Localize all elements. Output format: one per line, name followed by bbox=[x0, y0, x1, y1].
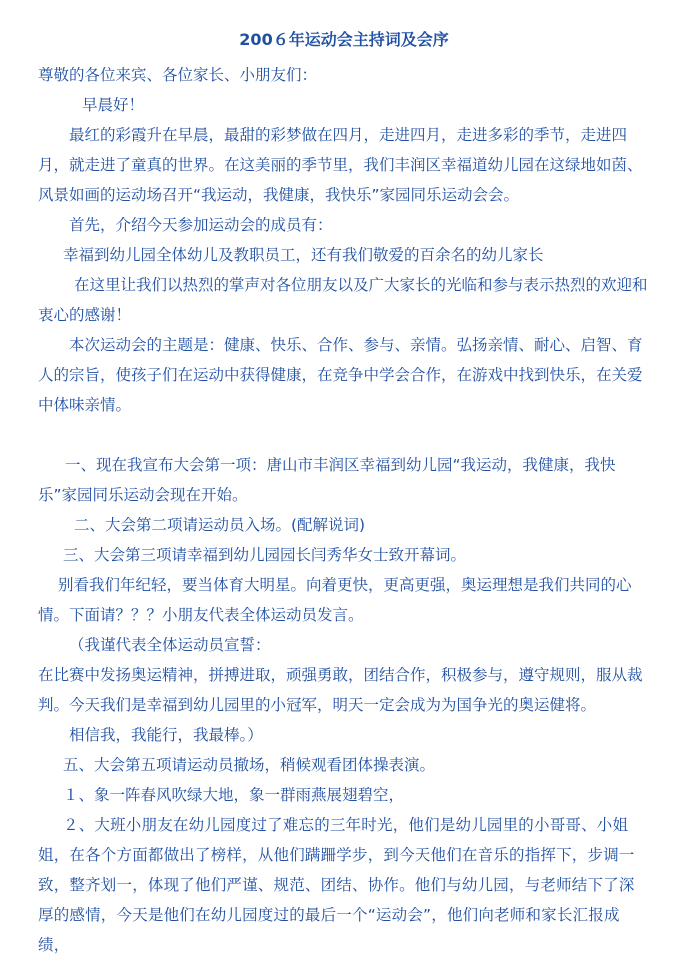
oath-intro: （我谨代表全体运动员宣誓： bbox=[69, 636, 271, 654]
performance-item-one: １、象一阵春风吹绿大地，象一群雨燕展翅碧空， bbox=[63, 786, 405, 804]
oath-paragraph: 在比赛中发扬奥运精神，拼搏进取，顽强勇敢，团结合作，积极参与，遵守规则，服从裁判。今天我们是幸福到幼儿园里的小冠军，明天一定会成为为国争光的奥运健将。 bbox=[38, 666, 643, 714]
oath-ending: 相信我，我能行，我最棒。） bbox=[69, 726, 263, 744]
welcome-paragraph: 在这里让我们以热烈的掌声对各位朋友以及广大家长的光临和参与表示热烈的欢迎和衷心的感谢！ bbox=[38, 276, 648, 324]
agenda-item-three: 三、大会第三项请幸福到幼儿园园长闫秀华女士致开幕词。 bbox=[63, 546, 467, 564]
greeting-line: 尊敬的各位来宾、各位家长、小朋友们： bbox=[38, 66, 318, 84]
morning-greeting: 早晨好！ bbox=[82, 96, 145, 114]
document-title: 200６年运动会主持词及会序 bbox=[239, 30, 449, 49]
blank-line bbox=[38, 420, 650, 450]
agenda-item-two: 二、大会第二项请运动员入场。(配解说词) bbox=[74, 516, 366, 534]
agenda-item-five: 五、大会第五项请运动员撤场，稍候观看团体操表演。 bbox=[63, 756, 436, 774]
agenda-item-one: 一、现在我宣布大会第一项：唐山市丰润区幸福到幼儿园“我运动，我健康，我快乐”家园同乐运动会现在开始。 bbox=[38, 456, 616, 504]
members-intro: 首先，介绍今天参加运动会的成员有： bbox=[69, 216, 333, 234]
members-list: 幸福到幼儿园全体幼儿及教职员工，还有我们敬爱的百余名的幼儿家长 bbox=[63, 246, 544, 264]
theme-paragraph: 本次运动会的主题是：健康、快乐、合作、参与、亲情。弘扬亲情、耐心、启智、育人的宗旨，使孩子们在运动中获得健康，在竞争中学会合作，在游戏中找到快乐，在关爱中体味亲情。 bbox=[38, 336, 643, 414]
opening-paragraph: 最红的彩霞升在早晨，最甜的彩梦做在四月，走进四月，走进多彩的季节，走进四月，就走进了童真的世界。在这美丽的季节里，我们丰润区幸福道幼儿园在这绿地如茵、风景如画的运动场召开“我运动，我健康，我快乐”家园同乐运动会会。 bbox=[38, 126, 643, 204]
performance-item-two: ２、大班小朋友在幼儿园度过了难忘的三年时光，他们是幼儿园里的小哥哥、小姐姐，在各个方面都做出了榜样，从他们蹒跚学步，到今天他们在音乐的指挥下，步调一致，整齐划一，体现了他们严谨、规范、团结、协作。他们与幼儿园，与老师结下了深厚的感情，今天是他们在幼儿园度过的最后一个“运动会”，他们向老师和家长汇报成绩， bbox=[38, 816, 635, 954]
athlete-intro-paragraph: 别看我们年纪轻，要当体育大明星。向着更快，更高更强，奥运理想是我们共同的心情。下面请？？？小朋友代表全体运动员发言。 bbox=[38, 576, 632, 624]
